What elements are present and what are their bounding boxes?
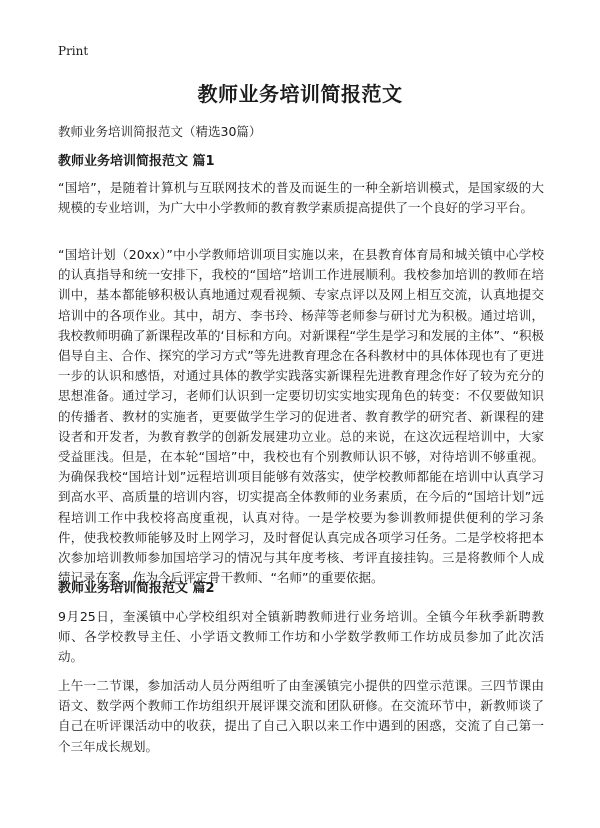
section-1-paragraph-2: “国培计划（20xx）”中小学教师培训项目实施以来，在县教育体育局和城关镇中心学校的认真指导和统一安排下，我校的“国培”培训工作进展顺利。我校参加培训的教师在培训中，基本都能够积极认真地通过观看视频、专家点评以及网上相互交流，认真地提交培训中的各项作业。其中，胡方、李书玲、杨萍等老师参与研讨尤为积极。通过培训，我校教师明确了新课程改革的‘目标和方向。对新课程“学生是学习和发展的主体”、“积极倡导自主、合作、探究的学习方式”等先进教育理念在各科教材中的具体体现也有了更进一步的认识和感悟，对通过具体的教学实践落实新课程先进教育理念作好了较为充分的思想准备。通过学习，老师们认识到一定要切切实实地实现角色的转变：不仅要做知识的传播者、教材的实施者，更要做学生学习的促进者、教育教学的研究者、新课程的建设者和开发者，为教育教学的创新发展建功立业。总的来说，在这次远程培训中，大家受益匪浅。但是，在本轮“国培”中，我校也有个别教师认识不够，对待培训不够重视。为确保我校“国培计划”远程培训项目能够有效落实，使学校教师都能在培训中认真学习到高水平、高质量的培训内容，切实提高全体教师的业务素质，在今后的“国培计划”远程培训工作中我校将高度重视，认真对待。一是学校要为参训教师提供便利的学习条件，使我校教师能够及时上网学习，及时督促认真完成各项学习任务。二是学校将把本次参加培训教师参加国培学习的情况与其年度考核、考评直接挂钩。三是将教师个人成绩记录在案，作为今后评定骨干教师、“名师”的重要依据。 [58, 247, 544, 586]
document-subtitle: 教师业务培训简报范文（精选30篇） [58, 124, 262, 139]
print-link[interactable]: Print [58, 44, 89, 58]
document-title: 教师业务培训简报范文 [197, 82, 403, 106]
section-1-paragraph-1: “国培”，是随着计算机与互联网技术的普及而诞生的一种全新培训模式，是国家级的大规模的专业培训，为广大中小学教师的教育教学素质提高提供了一个良好的学习平台。 [58, 180, 544, 216]
section-2-paragraph-2: 上午一二节课，参加活动人员分两组听了由奎溪镇完小提供的四堂示范课。三四节课由语文、数学两个教师工作坊组织开展评课交流和团队研修。在交流环节中，新教师谈了自己在听评课活动中的收获，提出了自己入职以来工作中遇到的困惑，交流了自己第一个三年成长规划。 [58, 678, 544, 754]
section-2-paragraph-1: 9月25日，奎溪镇中心学校组织对全镇新聘教师进行业务培训。全镇今年秋季新聘教师、各学校教导主任、小学语文教师工作坊和小学数学教师工作坊成员参加了此次活动。 [58, 609, 544, 665]
section-heading-2: 教师业务培训简报范文 篇2 [58, 581, 215, 596]
section-heading-1: 教师业务培训简报范文 篇1 [58, 154, 215, 169]
